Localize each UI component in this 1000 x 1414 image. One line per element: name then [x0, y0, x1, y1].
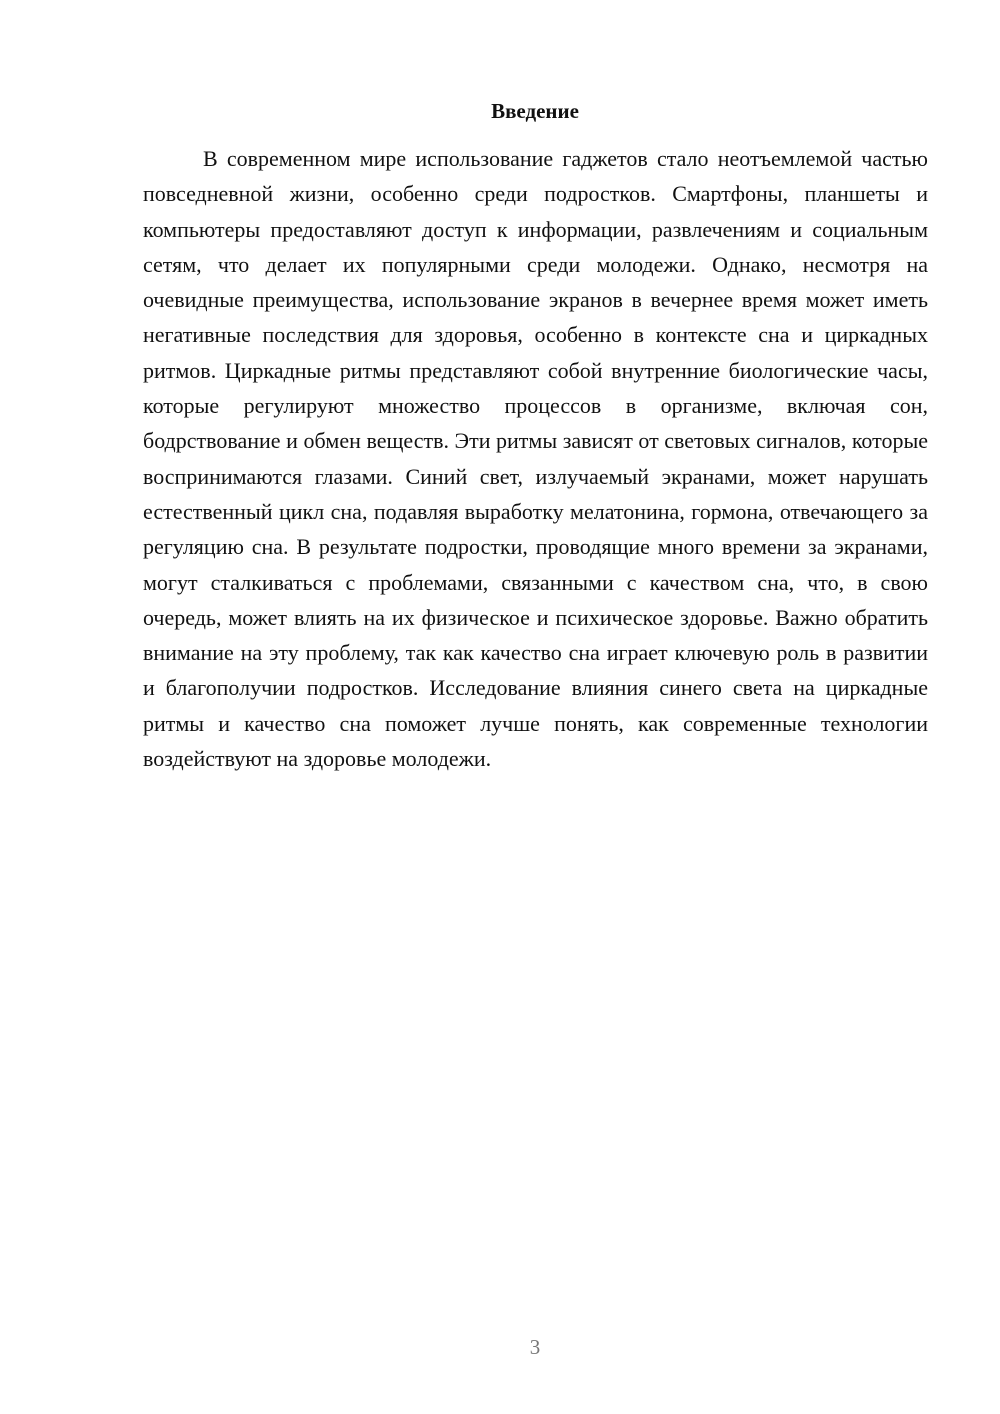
page-number: 3: [529, 1335, 541, 1359]
body-paragraph: В современном мире использование гаджетов стало неотъемлемой частью повседневной жизни, особенно среди подростков. Смартфоны, планшеты и компьютеры предоставляют доступ к информации, развлечениям и социальным сетям, что делает их популярными среди молодежи. Однако, несмотря на очевидные преимущества, использование экранов в вечернее время может иметь негативные последствия для здоровья, особенно в контексте сна и циркадных ритмов. Циркадные ритмы представляют собой внутренние биологические часы, которые регулируют множество процессов в организме, включая сон, бодрствование и обмен веществ. Эти ритмы зависят от световых сигналов, которые воспринимаются глазами. Синий свет, излучаемый экранами, может нарушать естественный цикл сна, подавляя выработку мелатонина, гормона, отвечающего за регуляцию сна. В результате подростки, проводящие много времени за экранами, могут сталкиваться с проблемами, связанными с качеством сна, что, в свою очередь, может влиять на их физическое и психическое здоровье. Важно обратить внимание на эту проблему, так как качество сна играет ключевую роль в развитии и благополучии подростков. Исследование влияния синего света на циркадные ритмы и качество сна поможет лучше понять, как современные технологии воздействуют на здоровье молодежи.: [143, 146, 928, 772]
section-heading: Введение: [491, 99, 579, 123]
